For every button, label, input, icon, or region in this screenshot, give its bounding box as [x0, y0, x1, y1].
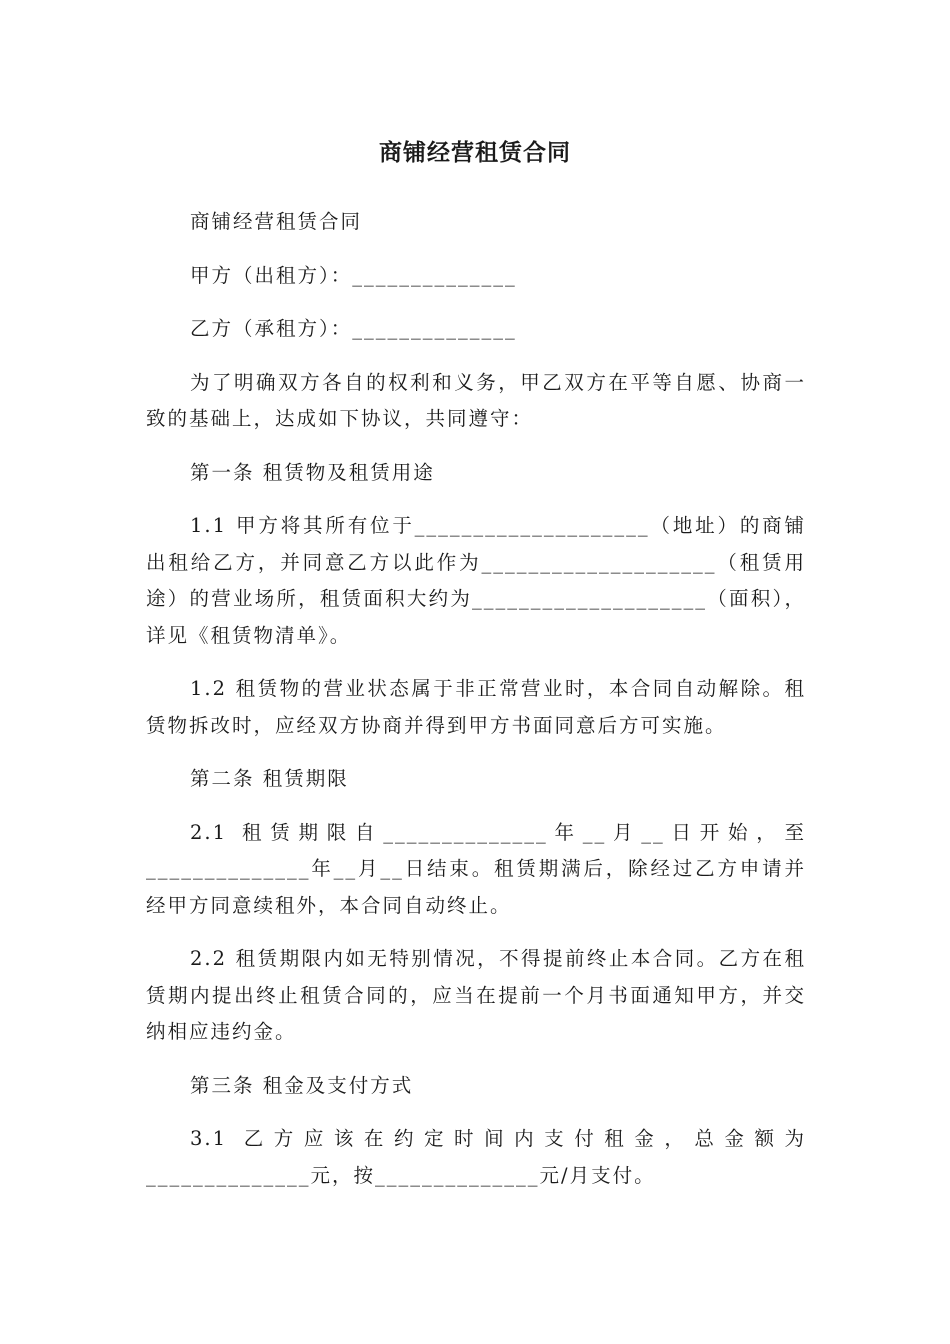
- document-body: [146, 204, 806, 1211]
- clause-2-1: 2.1 租赁期限自______________年__月__日开始，至______________年__月__日结束。租赁期满后，除经过乙方申请并经甲方同意续租外，本合同自动终止。: [146, 820, 806, 917]
- article-3-heading: 第三条 租金及支付方式: [190, 1073, 414, 1097]
- article-1-heading: 第一条 租赁物及租赁用途: [190, 460, 435, 484]
- clause-3-1: 3.1 乙方应该在约定时间内支付租金，总金额为______________元，按______________元/月支付。: [146, 1127, 806, 1187]
- article-2-heading: 第二条 租赁期限: [190, 767, 349, 790]
- preamble-paragraph: 为了明确双方各自的权利和义务，甲乙双方在平等自愿、协商一致的基础上，达成如下协议，共同遵守：: [146, 370, 806, 430]
- party-b-line: 乙方（承租方）：______________: [190, 317, 517, 340]
- document-title: 商铺经营租赁合同: [379, 140, 571, 166]
- clause-1-1: 1.1 甲方将其所有位于____________________（地址）的商铺出租给乙方，并同意乙方以此作为____________________（租赁用途）的营业场所，租赁面积大约为____________________（面积），详见《租赁物清单》。: [146, 514, 806, 647]
- clause-2-2: 2.2 租赁期限内如无特别情况，不得提前终止本合同。乙方在租赁期内提出终止租赁合同的，应当在提前一个月书面通知甲方，并交纳相应违约金。: [146, 947, 806, 1043]
- paragraph-heading: 商铺经营租赁合同: [190, 210, 363, 233]
- party-a-line: 甲方（出租方）：______________: [190, 263, 517, 287]
- clause-1-2: 1.2 租赁物的营业状态属于非正常营业时，本合同自动解除。租赁物拆改时，应经双方协商并得到甲方书面同意后方可实施。: [146, 677, 806, 737]
